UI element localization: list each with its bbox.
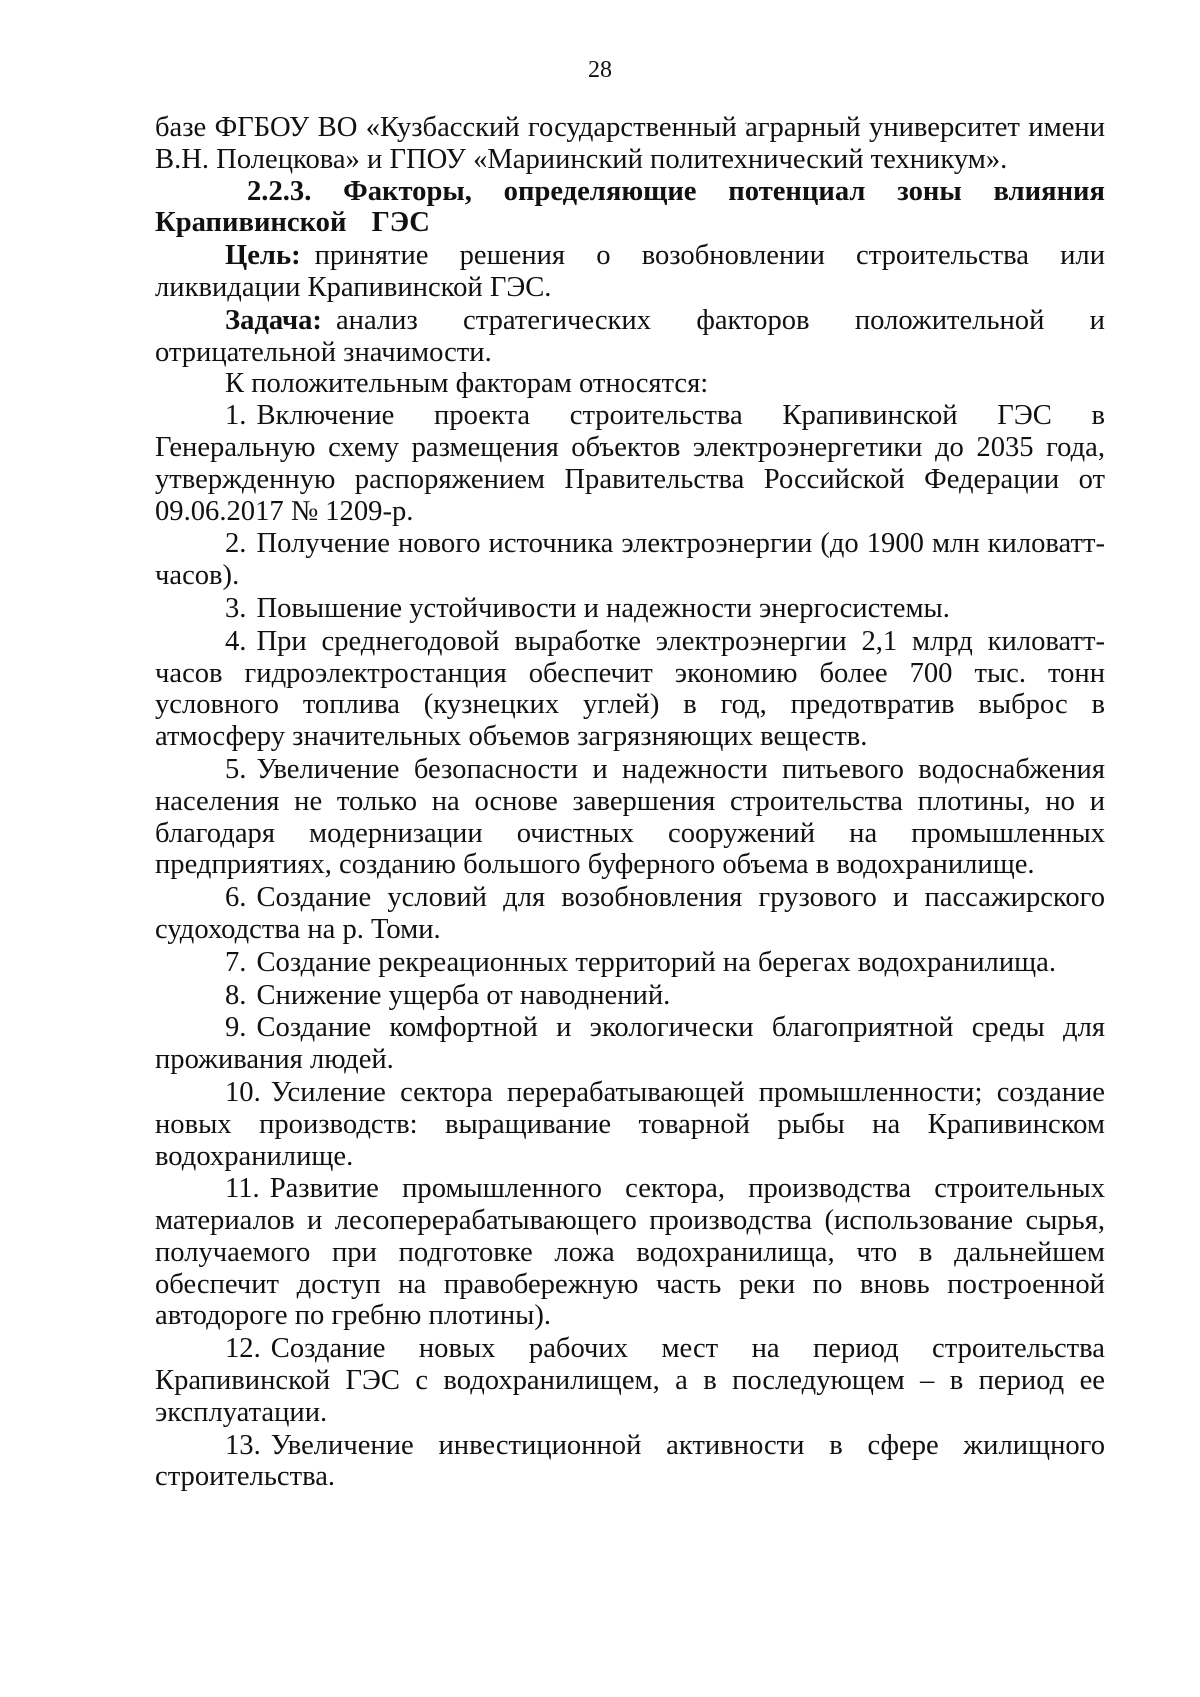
item-number: 13.: [225, 1429, 261, 1461]
item-number: 5.: [225, 753, 247, 785]
item-number: 7.: [225, 946, 247, 978]
item-number: 11.: [225, 1173, 260, 1205]
task-paragraph: [155, 305, 1105, 369]
list-item: [155, 947, 1105, 979]
document-body: [155, 112, 1105, 1494]
list-item: [155, 1077, 1105, 1172]
positive-factors-list: [155, 400, 1105, 1493]
item-text: При среднегодовой выработке электроэнергии 2,1 млрд киловатт-часов гидроэлектростанция обеспечит экономию более 700 тыс. тонн условного топлива (кузнецких углей) в год, предотвратив выброс в атмосферу значительных объемов загрязняющих веществ.: [155, 625, 1105, 753]
list-item: [155, 1333, 1105, 1428]
item-text: Увеличение инвестиционной активности в сфере жилищного строительства.: [155, 1429, 1105, 1493]
goal-paragraph: [155, 240, 1105, 304]
section-heading: [155, 176, 1105, 240]
section-number: 2.2.3.: [247, 175, 312, 207]
item-text: Создание рекреационных территорий на берегах водохранилища.: [256, 946, 1056, 978]
list-item: [155, 400, 1105, 527]
list-item: [155, 754, 1105, 881]
item-number: 1.: [225, 400, 247, 432]
section-title: Факторы, определяющие потенциал зоны влияния Крапивинской ГЭС: [155, 175, 1105, 239]
item-text: Повышение устойчивости и надежности энергосистемы.: [256, 592, 950, 624]
item-text: Включение проекта строительства Крапивинской ГЭС в Генеральную схему размещения объектов электроэнергетики до 2035 года, утвержденную распоряжением Правительства Российской Федерации от 09.06.2017 № 1209-р.: [155, 400, 1105, 527]
list-item: [155, 626, 1105, 753]
item-number: 4.: [225, 625, 247, 657]
item-text: Развитие промышленного сектора, производства строительных материалов и лесоперерабатывающего производства (использование сырья, получаемого при подготовке ложа водохранилища, что в дальнейшем обеспечит доступ на правобережную часть реки по вновь построенной автодороге по гребню плотины).: [155, 1173, 1105, 1332]
item-number: 8.: [225, 979, 247, 1011]
item-number: 12.: [225, 1333, 261, 1365]
item-text: Получение нового источника электроэнергии (до 1900 млн киловатт-часов).: [155, 528, 1105, 592]
list-item: [155, 528, 1105, 592]
item-number: 6.: [225, 882, 247, 914]
item-number: 9.: [225, 1012, 247, 1044]
list-item: [155, 1430, 1105, 1494]
task-label: Задача:: [225, 304, 322, 336]
page-number: 28: [588, 57, 612, 83]
list-item: [155, 980, 1105, 1012]
list-item: [155, 1012, 1105, 1076]
list-item: [155, 882, 1105, 946]
item-number: 2.: [225, 528, 247, 560]
positive-factors-intro: К положительным факторам относятся:: [225, 368, 709, 400]
item-text: Создание условий для возобновления грузового и пассажирского судоходства на р. Томи.: [155, 882, 1105, 945]
item-text: Снижение ущерба от наводнений.: [256, 979, 671, 1011]
intro-paragraph: базе ФГБОУ ВО «Кузбасский государственный аграрный университет имени В.Н. Полецкова» и ГПОУ «Мариинский политехнический техникум».: [155, 112, 1105, 175]
list-item: [155, 1173, 1105, 1332]
item-text: Создание новых рабочих мест на период строительства Крапивинской ГЭС с водохранилищем, а в последующем – в период ее эксплуатации.: [155, 1333, 1105, 1428]
item-number: 10.: [225, 1076, 261, 1108]
list-item: [155, 593, 1105, 625]
item-text: Увеличение безопасности и надежности питьевого водоснабжения населения не только на основе завершения строительства плотины, но и благодаря модернизации очистных сооружений на промышленных предприятиях, созданию большого буферного объема в водохранилище.: [155, 753, 1105, 881]
goal-label: Цель:: [225, 240, 301, 272]
item-text: Создание комфортной и экологически благоприятной среды для проживания людей.: [155, 1012, 1105, 1076]
task-text: анализ стратегических факторов положительной и отрицательной значимости.: [155, 304, 1105, 368]
item-number: 3.: [225, 592, 247, 624]
goal-text: принятие решения о возобновлении строительства или ликвидации Крапивинской ГЭС.: [155, 240, 1105, 303]
item-text: Усиление сектора перерабатывающей промышленности; создание новых производств: выращивание товарной рыбы на Крапивинском водохранилище.: [155, 1076, 1105, 1172]
